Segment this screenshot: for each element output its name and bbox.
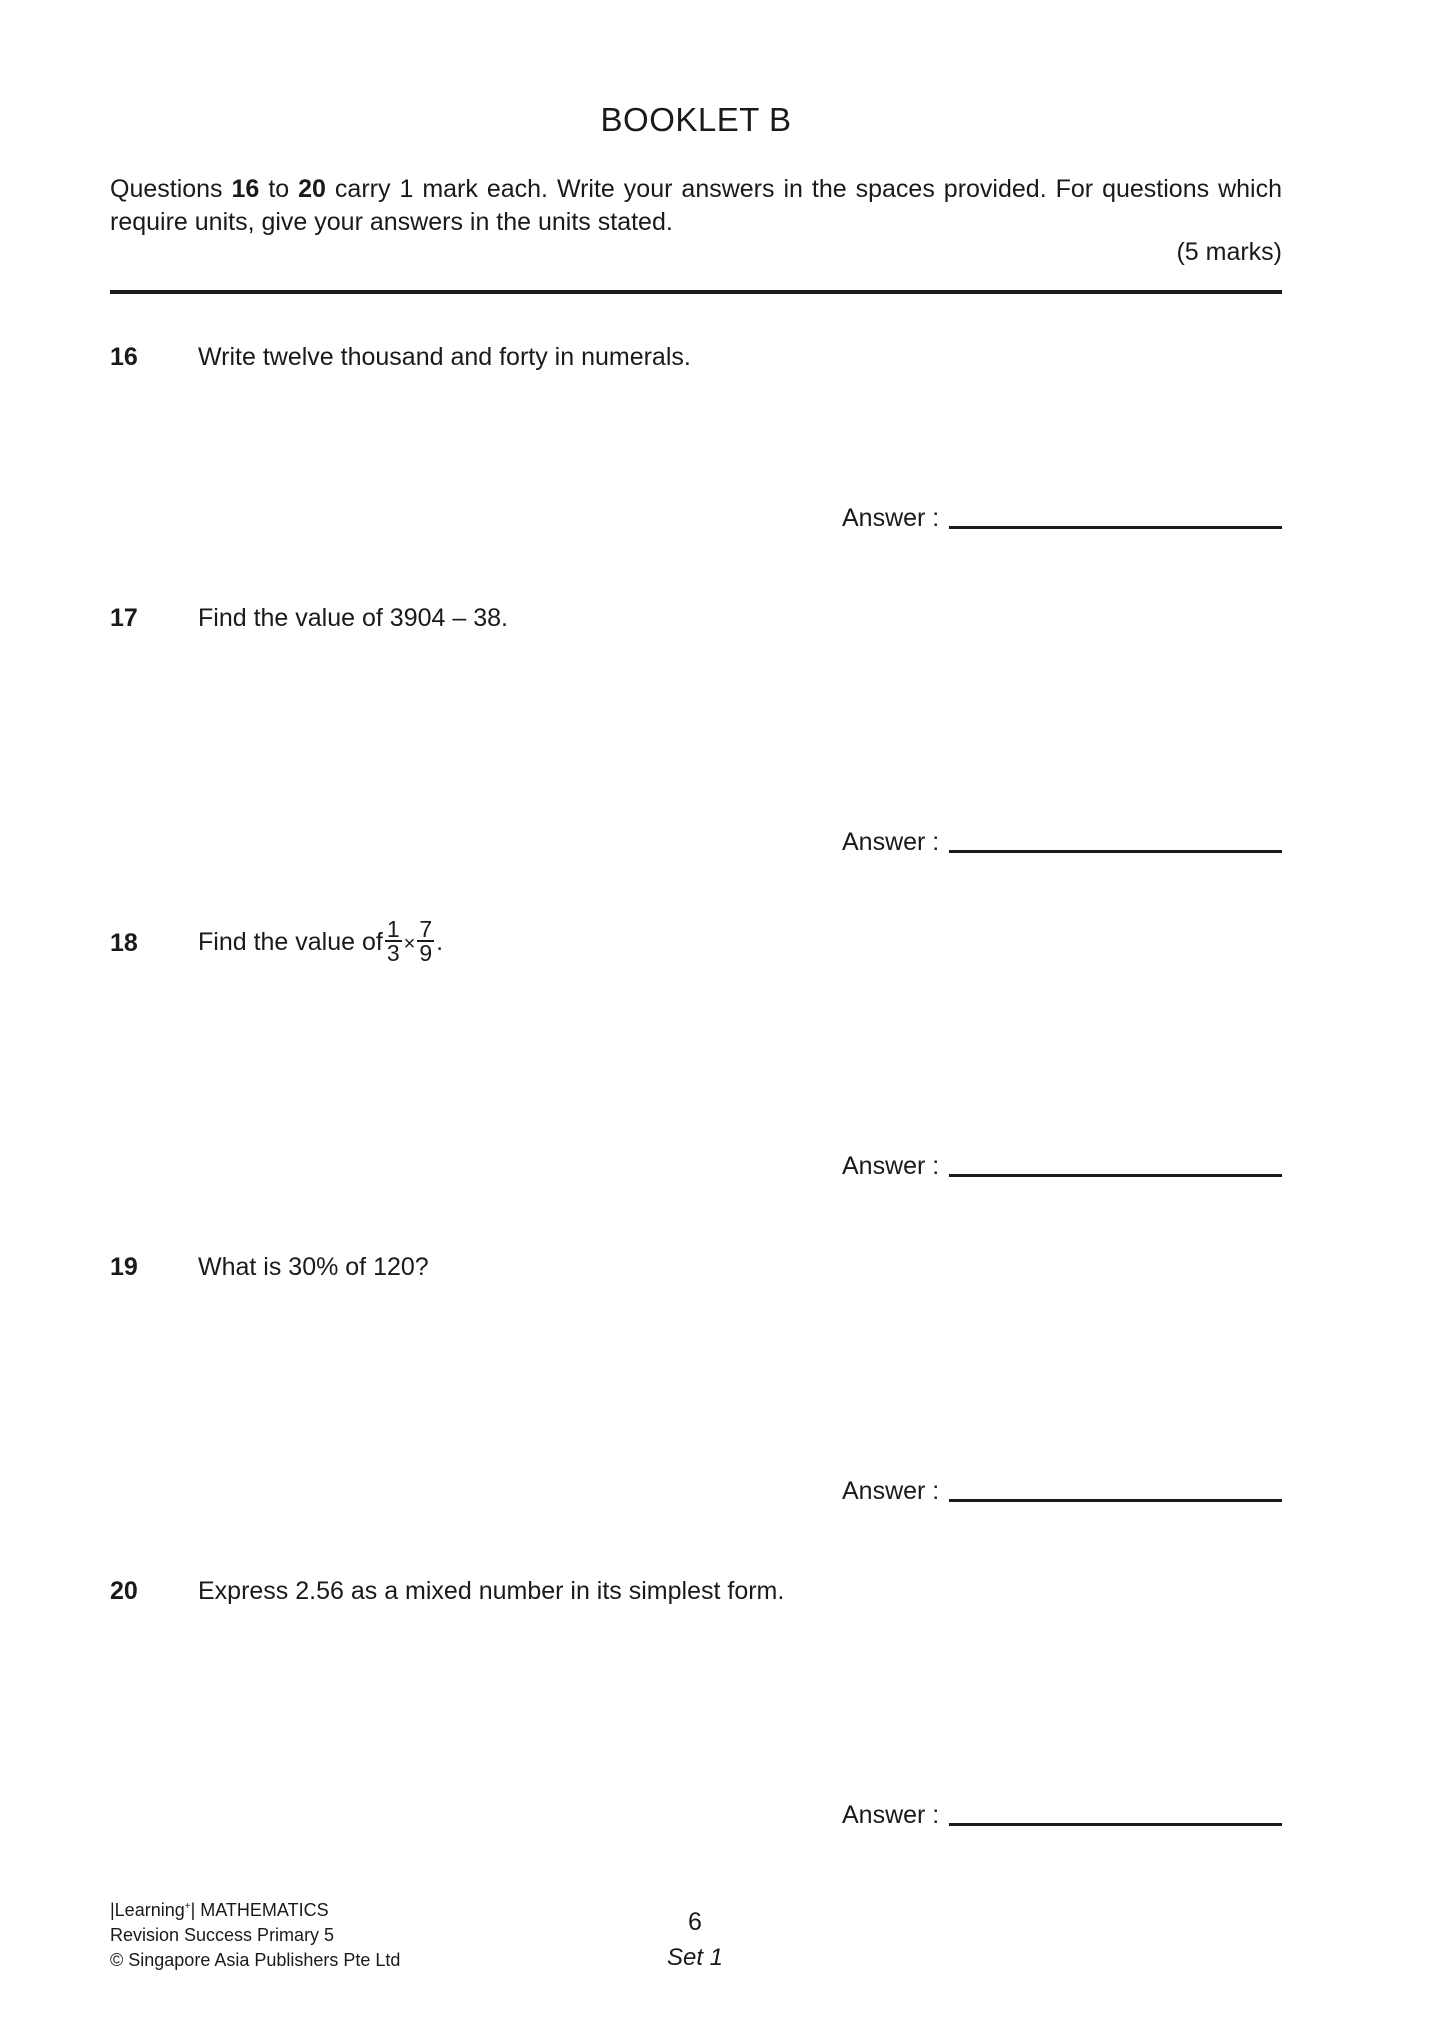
question-text: What is 30% of 120? xyxy=(198,1253,429,1281)
footer-brand xyxy=(110,1894,400,1923)
answer-field[interactable] xyxy=(842,1152,1282,1181)
answer-field[interactable] xyxy=(842,504,1282,533)
question-text-prefix: Find the value of xyxy=(198,928,383,956)
answer-line[interactable] xyxy=(949,850,1282,853)
brand-subject: | MATHEMATICS xyxy=(190,1900,329,1920)
instructions-text: to xyxy=(259,175,299,203)
fraction-numerator: 1 xyxy=(386,916,400,943)
instructions-first-question: 16 xyxy=(231,175,260,203)
question-text: Express 2.56 as a mixed number in its simplest form. xyxy=(198,1577,785,1605)
page-title: BOOKLET B xyxy=(600,101,792,138)
answer-line[interactable] xyxy=(949,1174,1282,1177)
question-number: 17 xyxy=(110,604,138,632)
instructions-text: Questions xyxy=(110,175,232,203)
fraction-numerator: 7 xyxy=(419,916,433,943)
total-marks: (5 marks) xyxy=(1176,238,1282,266)
instructions-text: carry 1 mark each. Write your answers in the spaces provided. For questions which require units, give your answers in the units stated. xyxy=(110,175,1282,236)
question-text xyxy=(198,914,443,972)
answer-label: Answer : xyxy=(842,504,940,532)
instructions-last-question: 20 xyxy=(298,175,326,203)
answer-line[interactable] xyxy=(949,526,1282,529)
question-text: Find the value of 3904 – 38. xyxy=(198,604,508,632)
question-number: 18 xyxy=(110,929,138,957)
instructions xyxy=(110,173,1282,239)
answer-field[interactable] xyxy=(842,1801,1282,1830)
footer-publisher-info xyxy=(110,1894,400,1973)
header-divider xyxy=(110,290,1282,294)
question-text-suffix: . xyxy=(436,928,444,956)
footer-book-title: Revision Success Primary 5 xyxy=(110,1925,335,1945)
answer-line[interactable] xyxy=(949,1823,1282,1826)
brand-superscript: + xyxy=(184,1901,191,1912)
multiply-operator: × xyxy=(403,933,416,955)
fraction-denominator: 3 xyxy=(386,940,400,967)
set-label: Set 1 xyxy=(666,1944,724,1971)
answer-label: Answer : xyxy=(842,1801,940,1829)
answer-label: Answer : xyxy=(842,828,940,856)
answer-label: Answer : xyxy=(842,1477,940,1505)
question-number: 19 xyxy=(110,1253,138,1281)
fraction-one-third xyxy=(385,916,402,967)
page-number: 6 xyxy=(688,1908,702,1936)
brand-name: |Learning xyxy=(110,1900,185,1920)
question-text: Write twelve thousand and forty in numerals. xyxy=(198,343,691,371)
answer-field[interactable] xyxy=(842,828,1282,857)
question-number: 16 xyxy=(110,343,138,371)
fraction-denominator: 9 xyxy=(419,940,433,967)
answer-label: Answer : xyxy=(842,1152,940,1180)
answer-line[interactable] xyxy=(949,1499,1282,1502)
answer-field[interactable] xyxy=(842,1477,1282,1506)
question-number: 20 xyxy=(110,1577,138,1605)
footer-copyright: © Singapore Asia Publishers Pte Ltd xyxy=(110,1950,401,1970)
fraction-seven-ninths xyxy=(417,916,434,967)
